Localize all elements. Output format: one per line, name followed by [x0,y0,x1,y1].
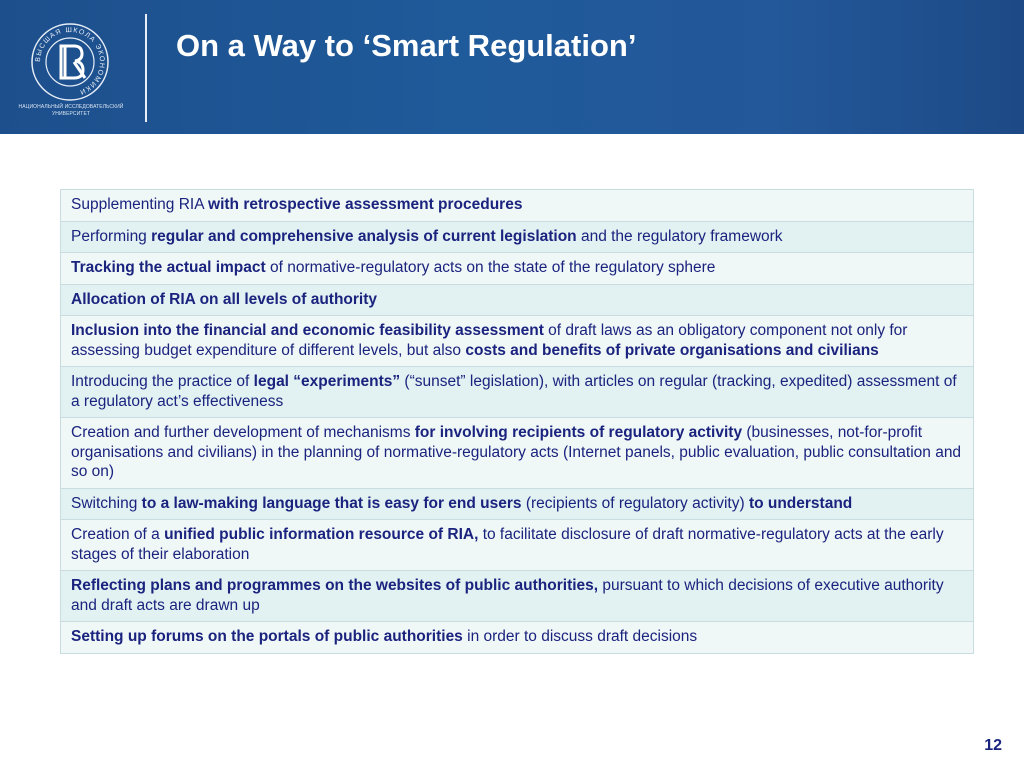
row-text-bold: for involving recipients of regulatory activity [414,424,743,441]
hse-logo-icon [30,22,110,102]
row-text-bold: with retrospective assessment procedures [208,196,523,213]
table-row [61,489,973,521]
logo-ring-text: ВЫСШАЯ ШКОЛА ЭКОНОМИКИ [34,26,106,96]
table-row [61,190,973,222]
table-row [61,253,973,285]
row-text: of draft laws as an obligatory component not only for assessing budget expenditure of different levels, but also [71,322,908,359]
page-number: 12 [984,737,1002,754]
row-text: (businesses, not-for-profit organisations and civilians) in the planning of normative-regulatory acts (Internet panels, public evaluation, public consultation and so on) [71,424,962,480]
row-text: Switching [71,494,142,512]
row-text-bold: costs and benefits of private organisations and civilians [465,341,879,359]
row-text: pursuant to which decisions of executive authority and draft acts are drawn up [71,577,944,614]
row-text-bold: to understand [748,494,853,512]
row-text-bold: to a law-making language that is easy for end users [141,494,522,512]
row-text-bold: Inclusion into the financial and economic feasibility assessment [71,322,544,339]
table-row [61,571,973,622]
table-row [61,520,973,571]
slide-title: On a Way to ‘Smart Regulation’ [176,28,637,63]
row-text: Creation of a [71,526,165,543]
header-divider [145,14,147,122]
row-text-bold: legal “experiments” [253,373,401,390]
row-text: (“sunset” legislation), with articles on regular (tracking, expedited) assessment of a regulatory act’s effectiveness [71,373,957,410]
logo-caption: НАЦИОНАЛЬНЫЙ ИССЛЕДОВАТЕЛЬСКИЙ УНИВЕРСИТЕТ [18,104,124,117]
table-row [61,222,973,254]
table-row [61,285,973,317]
slide-header [0,0,1024,134]
row-text-bold: unified public information resource of RIA, [164,526,479,543]
table-row [61,622,973,654]
row-text: Performing [71,227,152,245]
row-text-bold: Reflecting plans and programmes on the websites of public authorities, [71,577,599,594]
table-row [61,367,973,418]
row-text: (recipients of regulatory activity) [521,494,749,512]
row-text-bold: regular and comprehensive analysis of current legislation [151,227,577,245]
row-text: to facilitate disclosure of draft normative-regulatory acts at the early stages of their elaboration [71,526,944,563]
row-text-bold: Tracking the actual impact [71,259,266,276]
row-text-bold: Setting up forums on the portals of public authorities [71,628,463,645]
proposals-table [60,189,974,654]
row-text: and the regulatory framework [576,227,783,245]
row-text: in order to discuss draft decisions [462,628,698,645]
row-text: of normative-regulatory acts on the state of the regulatory sphere [265,259,716,276]
row-text: Creation and further development of mechanisms [71,424,415,441]
row-text: Supplementing RIA [71,196,209,213]
row-text-bold: Allocation of RIA on all levels of authority [71,290,378,308]
table-row [61,418,973,489]
row-text: Introducing the practice of [71,373,254,390]
table-row [61,316,973,367]
